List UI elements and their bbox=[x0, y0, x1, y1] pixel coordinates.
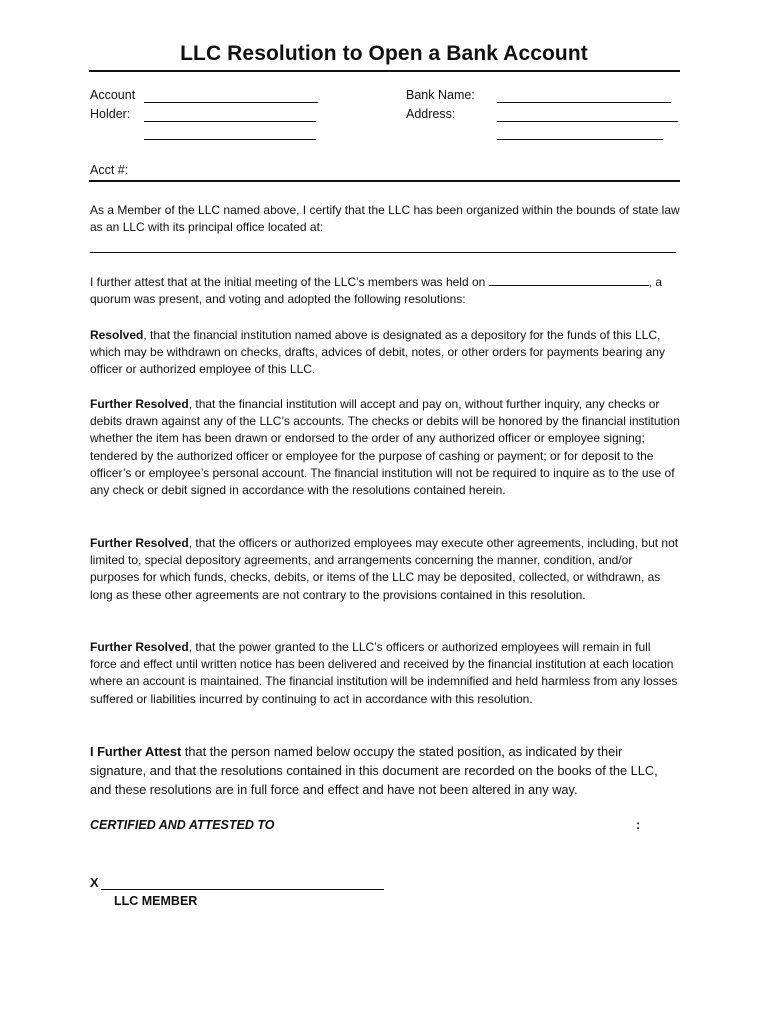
further-resolved-text-1: , that the financial institution will accept and pay on, without further inquiry, any checks or debits drawn against any of the LLC’s accounts. The checks or debits will be honored by the financial institution whether the item has been drawn or endorsed to the order of any authorized officer or employee signing; tendered by the authorized officer or employee for the purpose of cashing or payment; or for deposit to the officer’s or employee’s personal account. The financial institution will not be required to inquire as to the use of any check or debit signed in accordance with the resolutions contained herein. bbox=[90, 397, 680, 498]
certified-colon: : bbox=[636, 818, 641, 832]
signature-x-mark: X bbox=[90, 875, 99, 890]
further-resolved-text-3: , that the power granted to the LLC’s officers or authorized employees will remain in full force and effect until written notice has been delivered and received by the financial institution at each location where an account is maintained. The financial institution will be indemnified and held harmless from any losses suffered or liabilities incurred by continuing to act in accordance with this resolution. bbox=[90, 640, 678, 706]
further-resolved-text-2: , that the officers or authorized employees may execute other agreements, including, but not limited to, special depository agreements, and arrangements concerning the manner, condition, and/or purposes for which funds, checks, debits, or items of the LLC may be deposited, collected, or withdrawn, as long as these other agreements are not contrary to the provisions contained in this resolution. bbox=[90, 536, 679, 602]
further-resolved-paragraph-3 bbox=[90, 639, 680, 708]
further-resolved-lead-2: Further Resolved bbox=[90, 536, 189, 550]
account-holder-label-line1: Account bbox=[90, 88, 136, 102]
further-resolved-lead-1: Further Resolved bbox=[90, 397, 189, 411]
header-rule bbox=[89, 180, 680, 182]
bank-name-label: Bank Name: bbox=[406, 88, 475, 102]
document-title: LLC Resolution to Open a Bank Account bbox=[180, 42, 588, 65]
meeting-date-blank[interactable] bbox=[489, 274, 649, 286]
bank-name-blank[interactable] bbox=[497, 102, 671, 103]
acct-number-label: Acct #: bbox=[90, 163, 129, 177]
llc-member-label: LLC MEMBER bbox=[114, 894, 198, 908]
principal-office-blank[interactable] bbox=[90, 252, 676, 253]
title-rule bbox=[89, 70, 680, 72]
address-blank-2[interactable] bbox=[497, 139, 663, 140]
resolved-text: , that the financial institution named above is designated as a depository for the funds of this LLC, which may be withdrawn on checks, drafts, advices of debit, notes, or other orders for payments bearing any officer or authorized employee of this LLC. bbox=[90, 328, 665, 377]
attest-meeting-text-b: , a quorum was present, and voting and adopted the following resolutions: bbox=[90, 275, 662, 307]
signature-line[interactable] bbox=[101, 889, 384, 890]
account-holder-blank-2[interactable] bbox=[144, 121, 316, 122]
account-holder-label-line2: Holder: bbox=[90, 107, 131, 121]
resolved-lead: Resolved bbox=[90, 328, 144, 342]
further-attest-text: that the person named below occupy the stated position, as indicated by their signature, and that the resolutions contained in this document are recorded on the books of the LLC, and these resolutions are in full force and effect and have not been altered in any way. bbox=[90, 744, 658, 797]
further-resolved-paragraph-2 bbox=[90, 535, 680, 604]
address-label: Address: bbox=[406, 107, 456, 121]
further-resolved-paragraph-1 bbox=[90, 396, 680, 499]
account-holder-blank-3[interactable] bbox=[144, 139, 316, 140]
account-holder-blank-1[interactable] bbox=[144, 102, 318, 103]
further-attest-paragraph bbox=[90, 742, 680, 799]
resolved-paragraph bbox=[90, 327, 680, 379]
attest-meeting-paragraph bbox=[90, 274, 680, 308]
further-attest-lead: I Further Attest bbox=[90, 744, 182, 759]
certified-attested-label: CERTIFIED AND ATTESTED TO bbox=[90, 818, 275, 832]
certification-paragraph: As a Member of the LLC named above, I certify that the LLC has been organized within the bounds of state law as an LLC with its principal office located at: bbox=[90, 203, 680, 235]
further-resolved-lead-3: Further Resolved bbox=[90, 640, 189, 654]
address-blank-1[interactable] bbox=[497, 121, 678, 122]
attest-meeting-text-a: I further attest that at the initial meeting of the LLC’s members was held on bbox=[90, 275, 489, 289]
